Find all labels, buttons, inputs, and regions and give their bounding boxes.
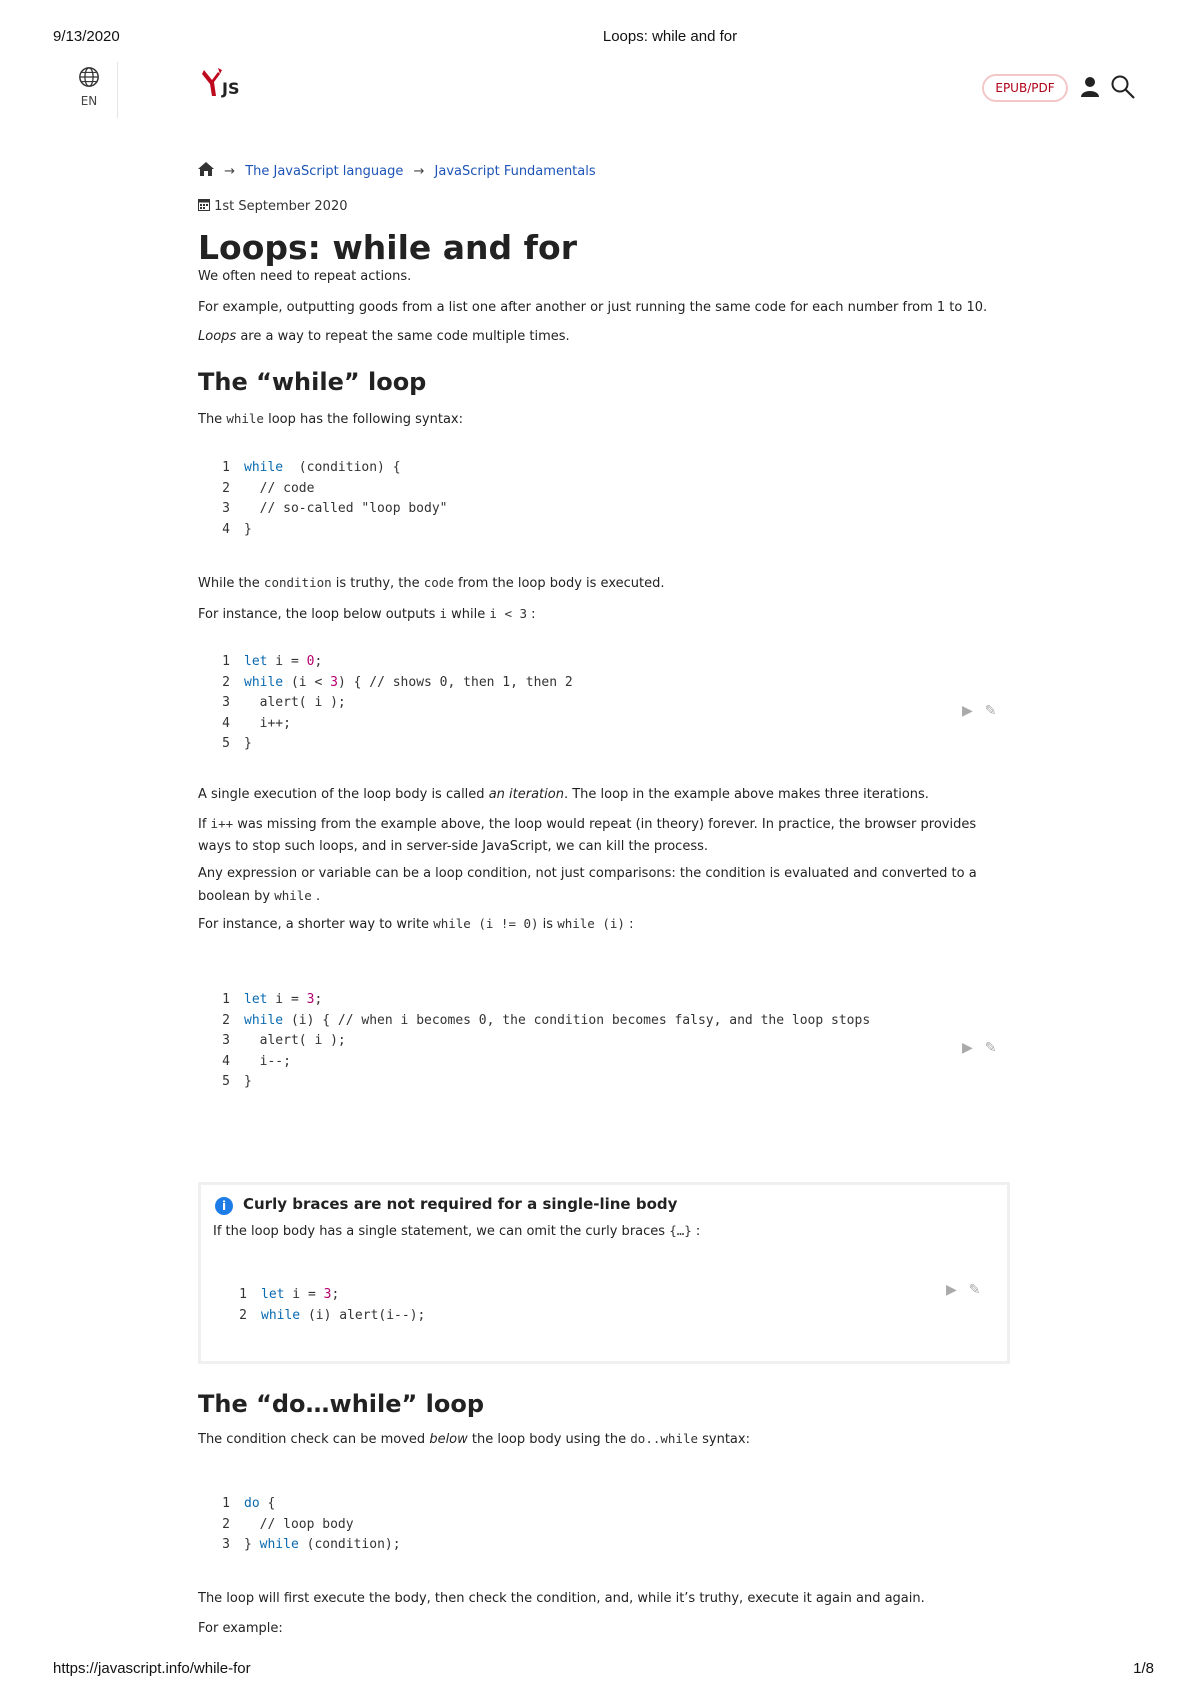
code-line — [206, 1052, 870, 1073]
inline-code: {…} — [669, 1223, 692, 1238]
code-text: // code — [244, 480, 315, 496]
section-heading-while: The “while” loop — [198, 368, 427, 396]
line-number: 1 — [222, 992, 230, 1007]
text: while — [447, 607, 490, 622]
home-icon[interactable] — [198, 162, 214, 176]
text: : — [624, 917, 634, 932]
paragraph-do-while-intro — [198, 1428, 1006, 1451]
code-text: alert( i ); — [244, 695, 346, 710]
code-block-do-syntax — [206, 1494, 401, 1556]
edit-button[interactable]: ✎ — [968, 1282, 981, 1298]
text: is truthy, the — [331, 576, 424, 591]
inline-code: i < 3 — [489, 606, 528, 621]
code-text: } — [244, 1537, 260, 1552]
code-line — [206, 479, 448, 500]
paragraph-for-example: For example: — [198, 1621, 283, 1636]
language-label: EN — [80, 94, 98, 108]
publish-date — [198, 198, 348, 214]
code-line — [206, 499, 448, 520]
text: The — [198, 412, 227, 427]
code-line — [223, 1306, 425, 1327]
line-number: 4 — [222, 521, 230, 537]
code-number: 0 — [306, 654, 315, 669]
emphasis: Loops — [198, 329, 237, 344]
emphasis: an iteration — [488, 787, 564, 802]
calendar-icon — [198, 198, 210, 211]
code-text: // so-called "loop body" — [244, 501, 448, 516]
code-text: alert( i ); — [244, 1033, 346, 1048]
paragraph-expression — [198, 863, 1006, 908]
text: For instance, the loop below outputs — [198, 607, 440, 622]
breadcrumb — [198, 162, 596, 179]
line-number: 1 — [222, 1496, 230, 1511]
code-text: ; — [314, 992, 323, 1007]
text: . — [311, 889, 321, 904]
code-line — [206, 990, 870, 1011]
code-text: (i < — [283, 674, 331, 690]
inline-code: i — [439, 606, 448, 621]
search-icon[interactable] — [1110, 74, 1136, 100]
code-toolbar — [950, 1040, 997, 1056]
code-text: (i) alert(i--); — [300, 1307, 426, 1323]
code-keyword: let — [261, 1287, 285, 1302]
note-title: Curly braces are not required for a single-line body — [243, 1195, 678, 1213]
code-text: i = — [284, 1287, 324, 1302]
code-block-note-example — [223, 1285, 425, 1326]
text: are a way to repeat the same code multiple times. — [236, 329, 570, 344]
breadcrumb-arrow: → — [224, 164, 236, 179]
print-date: 9/13/2020 — [53, 28, 120, 45]
paragraph-instance — [198, 603, 1006, 626]
code-block-example-1 — [206, 652, 573, 755]
info-icon: i — [215, 1197, 233, 1215]
code-text: } — [244, 736, 252, 751]
line-number: 4 — [222, 1053, 230, 1069]
code-toolbar — [934, 1282, 981, 1298]
inline-code: code — [423, 575, 454, 590]
inline-code: condition — [263, 575, 332, 590]
epub-pdf-button[interactable]: EPUB/PDF — [982, 74, 1068, 102]
publish-date-text: 1st September 2020 — [214, 199, 348, 214]
code-text: i++; — [244, 715, 291, 731]
line-number: 3 — [222, 695, 230, 710]
code-line — [206, 1031, 870, 1052]
edit-button[interactable]: ✎ — [984, 703, 997, 719]
site-logo[interactable] — [198, 66, 254, 106]
text: was missing from the example above, the loop would repeat (in theory) forever. In practice, the browser provides ways to stop such loops, and in server-side JavaScript, we can kill the process. — [198, 817, 977, 854]
code-block-while-syntax — [206, 458, 448, 540]
line-number: 2 — [222, 480, 230, 496]
code-text: { — [259, 1496, 276, 1511]
page-title: Loops: while and for — [198, 228, 577, 267]
code-line — [206, 652, 573, 673]
text: . The loop in the example above makes three iterations. — [563, 787, 929, 802]
code-text: i = — [267, 992, 307, 1007]
text: the loop body using the — [467, 1432, 631, 1447]
paragraph-do-while-explained: The loop will first execute the body, then check the condition, and, while it’s truthy, execute it again and again. — [198, 1591, 925, 1606]
section-heading-do-while: The “do…while” loop — [198, 1390, 485, 1418]
language-switcher[interactable] — [62, 66, 116, 108]
inline-code: while — [274, 888, 312, 903]
line-number: 3 — [222, 1537, 230, 1552]
code-text: (condition) { — [283, 460, 401, 475]
print-page-number: 1/8 — [1133, 1660, 1154, 1677]
text: The condition check can be moved — [198, 1432, 430, 1447]
text: : — [527, 607, 536, 622]
inline-code: while (i != 0) — [433, 916, 539, 931]
divider — [117, 62, 118, 118]
code-keyword: do — [244, 1496, 260, 1511]
logo-text: JS — [222, 79, 240, 98]
line-number: 5 — [222, 736, 230, 751]
code-line — [206, 714, 573, 735]
line-number: 5 — [222, 1074, 230, 1089]
line-number: 2 — [222, 674, 230, 690]
code-line — [206, 1011, 870, 1032]
code-text: (i) { // when i becomes 0, the condition becomes falsy, and the loop stops — [283, 1012, 871, 1028]
code-keyword: let — [244, 992, 268, 1007]
user-icon[interactable] — [1078, 74, 1102, 98]
code-keyword: while — [261, 1307, 301, 1323]
while-syntax-intro — [198, 408, 1006, 431]
code-keyword: while — [259, 1537, 299, 1552]
text: If — [198, 817, 211, 832]
paragraph-missing-increment — [198, 813, 1006, 858]
intro-paragraph-1: We often need to repeat actions. — [198, 269, 412, 284]
text: Any expression or variable can be a loop condition, not just comparisons: the condition is evaluated and converted to a boolean by — [198, 866, 977, 904]
text: from the loop body is executed. — [453, 576, 665, 591]
inline-code: while — [226, 411, 264, 426]
globe-icon — [78, 66, 100, 88]
code-text: ) { // shows 0, then 1, then 2 — [337, 674, 573, 690]
code-number: 3 — [306, 992, 315, 1007]
line-number: 3 — [222, 501, 230, 516]
code-keyword: while — [244, 674, 284, 690]
inline-code: do..while — [630, 1431, 698, 1446]
code-text: (condition); — [298, 1537, 401, 1552]
text: While the — [198, 576, 264, 591]
text: syntax: — [698, 1432, 750, 1447]
code-keyword: while — [244, 460, 284, 475]
text: For instance, a shorter way to write — [198, 917, 434, 932]
intro-paragraph-2: For example, outputting goods from a list one after another or just running the same code for each number from 1 to 10. — [198, 300, 988, 315]
code-block-example-2 — [206, 990, 870, 1093]
text: : — [691, 1224, 701, 1239]
text: A single execution of the loop body is called — [198, 787, 489, 802]
code-line — [206, 1535, 401, 1556]
line-number: 2 — [222, 1516, 230, 1532]
line-number: 1 — [239, 1287, 247, 1302]
code-line — [206, 673, 573, 694]
run-button[interactable]: ▶ — [962, 1040, 973, 1056]
print-url: https://javascript.info/while-for — [53, 1660, 251, 1677]
edit-button[interactable]: ✎ — [984, 1040, 997, 1056]
code-text: } — [244, 521, 252, 537]
text: is — [538, 917, 558, 932]
run-button[interactable]: ▶ — [946, 1282, 957, 1298]
code-keyword: let — [244, 654, 268, 669]
inline-code: i++ — [210, 816, 234, 831]
breadcrumb-arrow: → — [413, 164, 425, 179]
code-text: } — [244, 1074, 252, 1089]
breadcrumb-link-js-fundamentals[interactable]: JavaScript Fundamentals — [434, 164, 596, 179]
line-number: 2 — [222, 1012, 230, 1028]
code-line — [206, 1515, 401, 1536]
code-text: i--; — [244, 1053, 291, 1069]
text: If the loop body has a single statement, we can omit the curly braces — [213, 1224, 670, 1239]
intro-paragraph-3 — [198, 326, 1006, 348]
code-keyword: while — [244, 1012, 284, 1028]
line-number: 1 — [222, 460, 230, 475]
text: loop has the following syntax: — [263, 412, 463, 427]
code-toolbar — [950, 703, 997, 719]
code-line — [206, 734, 573, 755]
emphasis: below — [429, 1432, 468, 1447]
code-line — [223, 1285, 425, 1306]
run-button[interactable]: ▶ — [962, 703, 973, 719]
inline-code: while (i) — [557, 916, 625, 931]
line-number: 1 — [222, 654, 230, 669]
code-text: i = — [267, 654, 307, 669]
code-text: // loop body — [244, 1516, 354, 1532]
line-number: 4 — [222, 715, 230, 731]
code-number: 3 — [330, 674, 338, 690]
paragraph-truthy — [198, 572, 1006, 595]
line-number: 3 — [222, 1033, 230, 1048]
breadcrumb-link-js-language[interactable]: The JavaScript language — [245, 164, 404, 179]
code-number: 3 — [323, 1287, 332, 1302]
code-text: ; — [314, 654, 323, 669]
print-title: Loops: while and for — [602, 28, 738, 45]
note-text — [213, 1223, 700, 1239]
code-line — [206, 693, 573, 714]
code-line — [206, 1072, 870, 1093]
code-line — [206, 1494, 401, 1515]
code-text: ; — [331, 1287, 340, 1302]
code-line — [206, 458, 448, 479]
code-line — [206, 520, 448, 541]
info-note — [198, 1182, 1010, 1364]
paragraph-iteration — [198, 784, 1006, 806]
paragraph-shorter — [198, 913, 1006, 936]
line-number: 2 — [239, 1307, 247, 1323]
